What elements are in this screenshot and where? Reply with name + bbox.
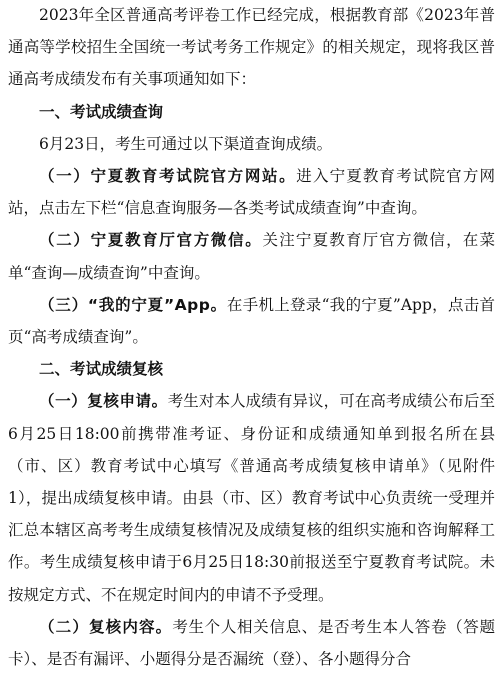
channel-text: 进入宁夏教育考试院官方网站，点击左下栏“信息查询服务—各类考试成绩查询”中查询。 [8, 167, 495, 218]
channel-text: 在手机上登录“我的宁夏”App，点击首页“高考成绩查询”。 [8, 295, 496, 347]
channel-text: 关注宁夏教育厅官方微信，在菜单“查询—成绩查询”中查询。 [8, 231, 495, 282]
intro-paragraph: 2023年全区普通高考评卷工作已经完成，根据教育部《2023年普通高等学校招生全国统一考试考务工作规定》的相关规定，现将我区普通高考成绩发布有关事项通知如下： [8, 6, 495, 89]
section-heading-score-query: 一、考试成绩查询 [39, 102, 164, 121]
review-content-paragraph [8, 611, 495, 675]
review-application-paragraph [8, 385, 495, 610]
review-text: 考生对本人成绩有异议，可在高考成绩公布后至6月25日18:00前携带准考证、身份证和成绩通知单到报名所在县（市、区）教育考试中心填写《普通高考成绩复核申请单》（见附件1），提出成绩复核申请。由县（市、区）教育考试中心负责统一受理并汇总本辖区高考考生成绩复核情况及成绩复核的组织实施和咨询解释工作。考生成绩复核申请于6月25日18:30前报送至宁夏教育考试院。未按规定方式、不在规定时间内的申请不予受理。 [8, 392, 495, 604]
channel-label: （一）宁夏教育考试院官方网站。 [39, 167, 297, 186]
query-channel-wechat [8, 224, 495, 288]
review-text: 考生个人相关信息、是否考生本人答卷（答题卡）、是否有漏评、小题得分是否漏统（登）、各小题得分合 [8, 617, 495, 669]
query-channel-app [8, 289, 495, 353]
section-heading-score-review: 二、考试成绩复核 [39, 360, 164, 379]
section-lead-paragraph: 6月23日，考生可通过以下渠道查询成绩。 [39, 134, 333, 153]
review-label: （一）复核申请。 [39, 392, 168, 411]
channel-label: （三）“我的宁夏”App。 [39, 295, 227, 314]
channel-label: （二）宁夏教育厅官方微信。 [39, 231, 263, 250]
query-channel-website [8, 160, 495, 224]
review-label: （二）复核内容。 [39, 617, 173, 636]
